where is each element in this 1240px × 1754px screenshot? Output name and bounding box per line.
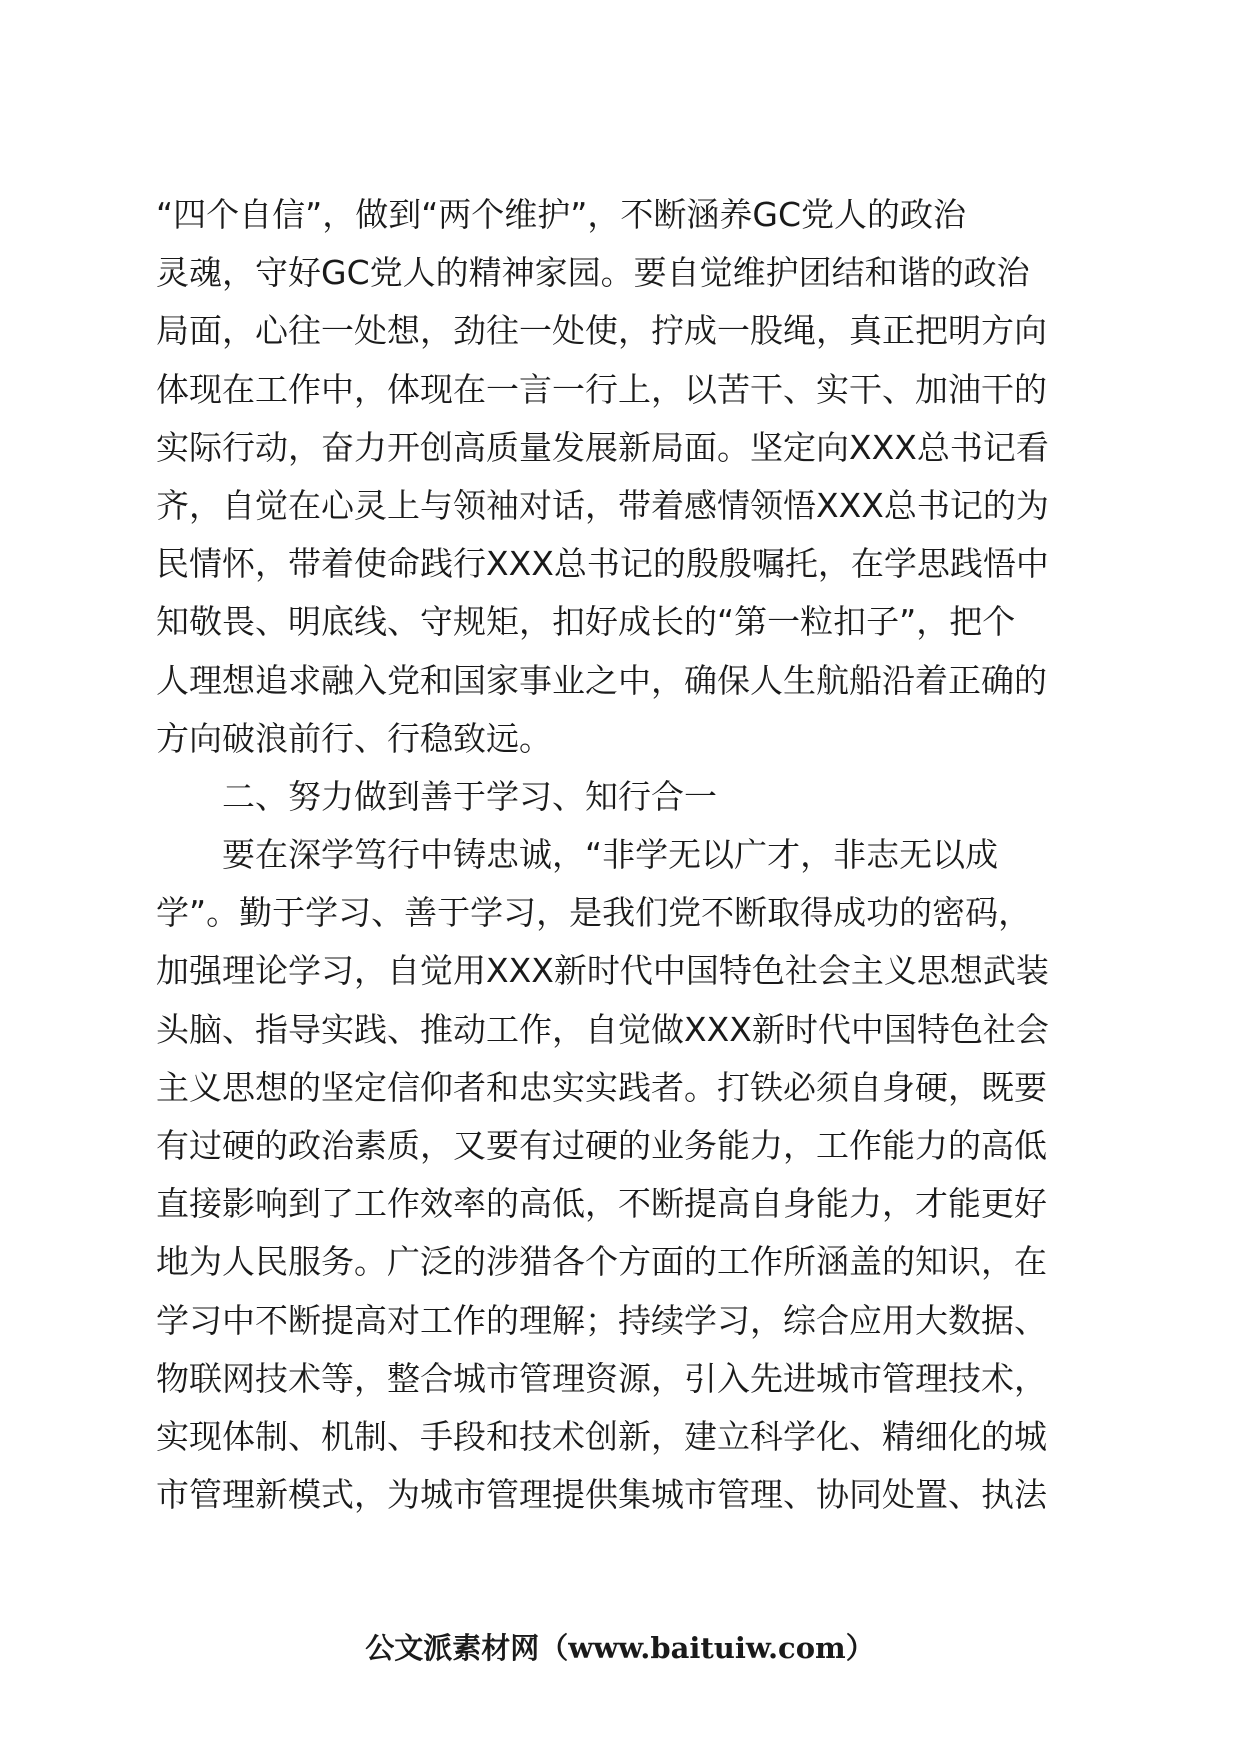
text-line: 主义思想的坚定信仰者和忠实实践者。打铁必须自身硬，既要 xyxy=(156,1067,1047,1107)
body-text xyxy=(156,186,1092,1524)
text-line: 物联网技术等，整合城市管理资源，引入先进城市管理技术， xyxy=(156,1358,1047,1398)
text-line: 方向破浪前行、行稳致远。 xyxy=(156,718,552,758)
text-line: 知敬畏、明底线、守规矩，扣好成长的“第一粒扣子”，把个 xyxy=(156,602,1016,642)
text-line: 实现体制、机制、手段和技术创新，建立科学化、精细化的城 xyxy=(156,1416,1047,1456)
text-line: 要在深学笃行中铸忠诚，“非学无以广才，非志无以成 xyxy=(222,835,999,875)
text-line: 局面，心往一处想，劲往一处使，拧成一股绳，真正把明方向 xyxy=(156,311,1047,351)
text-line: 地为人民服务。广泛的涉猎各个方面的工作所涵盖的知识，在 xyxy=(156,1242,1047,1282)
text-line: 实际行动，奋力开创高质量发展新局面。坚定向XXX总书记看 xyxy=(156,427,1049,467)
footer-watermark: 公文派素材网（www.baituiw.com） xyxy=(365,1631,875,1665)
text-line: 有过硬的政治素质，又要有过硬的业务能力，工作能力的高低 xyxy=(156,1126,1047,1165)
text-line: 直接影响到了工作效率的高低，不断提高自身能力，才能更好 xyxy=(156,1184,1047,1224)
text-line: “四个自信”，做到“两个维护”，不断涵养GC党人的政治 xyxy=(156,195,966,234)
text-line: 头脑、指导实践、推动工作，自觉做XXX新时代中国特色社会 xyxy=(156,1009,1049,1049)
text-line: 人理想追求融入党和国家事业之中，确保人生航船沿着正确的 xyxy=(156,660,1047,700)
text-line: 二、努力做到善于学习、知行合一 xyxy=(222,776,717,816)
text-line: 齐，自觉在心灵上与领袖对话，带着感情领悟XXX总书记的为 xyxy=(156,485,1049,525)
text-line: 体现在工作中，体现在一言一行上，以苦干、实干、加油干的 xyxy=(156,369,1047,409)
text-line: 市管理新模式，为城市管理提供集城市管理、协同处置、执法 xyxy=(156,1475,1047,1515)
text-line: 加强理论学习，自觉用XXX新时代中国特色社会主义思想武装 xyxy=(156,951,1049,991)
text-line: 灵魂，守好GC党人的精神家园。要自觉维护团结和谐的政治 xyxy=(156,253,1030,293)
text-line: 学习中不断提高对工作的理解；持续学习，综合应用大数据、 xyxy=(156,1300,1047,1340)
text-line: 学”。勤于学习、善于学习，是我们党不断取得成功的密码， xyxy=(156,893,1032,933)
text-line: 民情怀，带着使命践行XXX总书记的殷殷嘱托，在学思践悟中 xyxy=(156,544,1049,584)
